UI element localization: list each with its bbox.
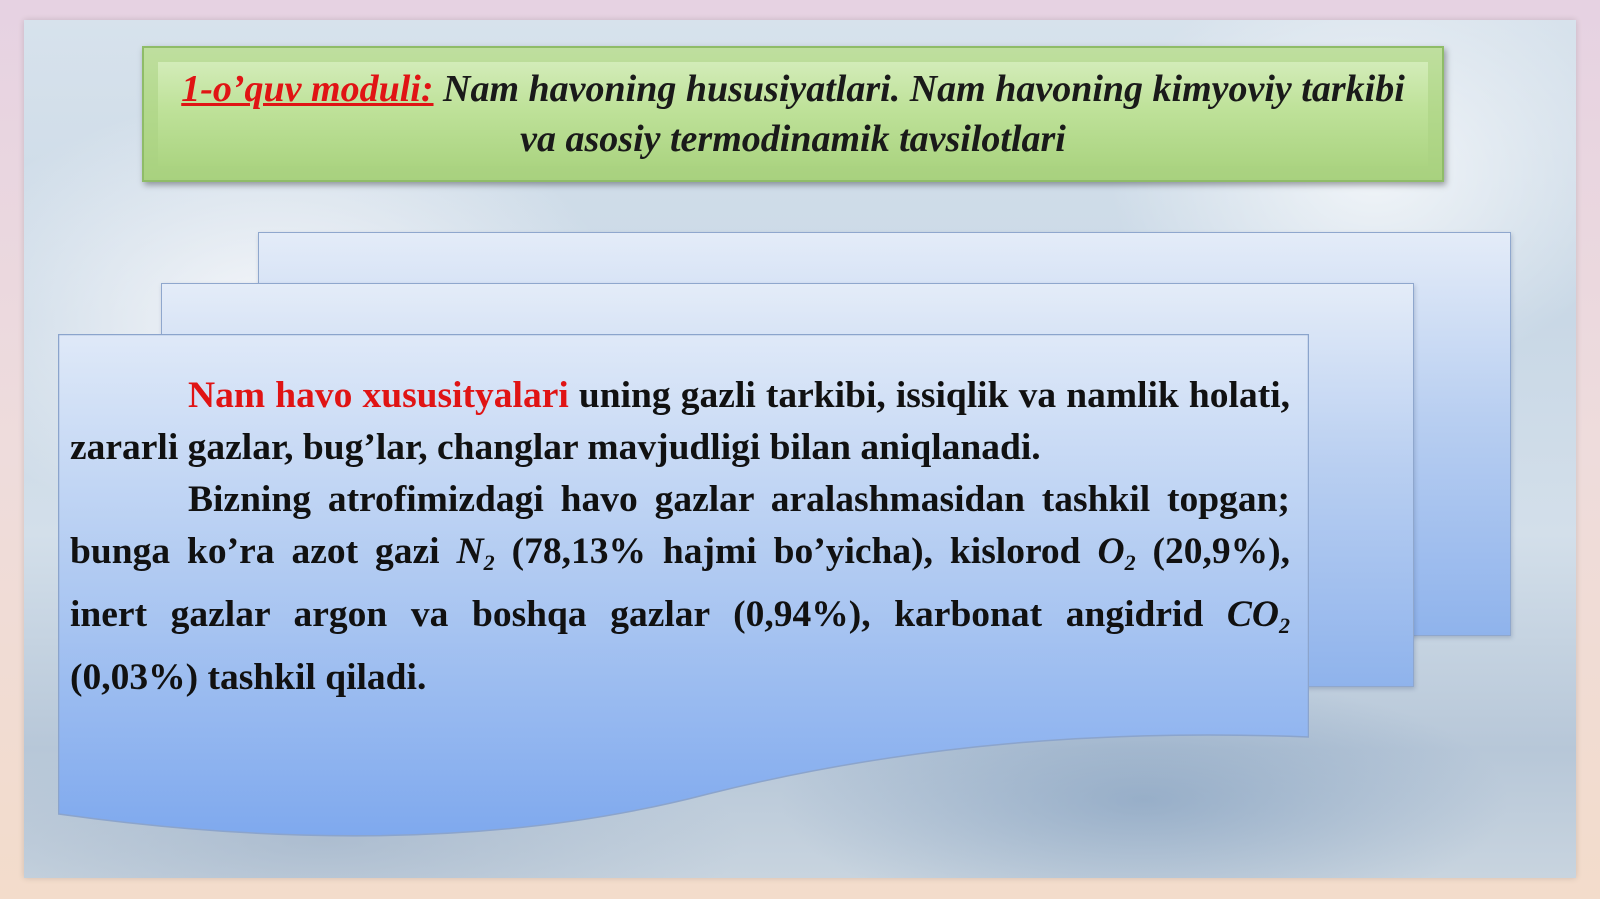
title-text: Nam havoning hususiyatlari. Nam havoning kimyoviy tarkibi va asosiy termodinamik tavsilotlari <box>433 68 1405 160</box>
formula-co2-symbol: CO <box>1226 594 1279 635</box>
slide <box>24 20 1576 878</box>
content-text <box>70 370 1290 704</box>
paragraph-1-text: uning gazli tarkibi, issiqlik va namlik holati, zararli gazlar, bug’lar, changlar mavjudligi bilan aniqlanadi. <box>70 375 1290 468</box>
content-card <box>58 334 1309 844</box>
formula-o2-symbol: O <box>1097 531 1125 572</box>
module-label: 1-o’quv moduli: <box>181 68 434 110</box>
formula-o2-subscript: 2 <box>1124 550 1136 575</box>
formula-n2 <box>456 531 495 575</box>
paragraph-2-text-b: (78,13% hajmi bo’yicha), kislorod <box>494 531 1098 572</box>
formula-o2 <box>1097 531 1136 575</box>
paragraph-2-text-a: Bizning atrofimizdagi havo gazlar aralashmasidan tashkil topgan; bunga ko’ra azot gazi <box>70 479 1290 572</box>
paragraph-2-text-c: (20,9%), inert gazlar argon va boshqa gazlar (0,94%), karbonat angidrid <box>70 531 1291 635</box>
paragraph-1 <box>70 370 1290 474</box>
formula-co2 <box>1226 594 1290 638</box>
formula-n2-subscript: 2 <box>483 550 495 575</box>
title-banner <box>142 46 1444 182</box>
formula-n2-symbol: N <box>456 531 484 572</box>
paragraph-2 <box>70 474 1290 704</box>
paragraph-2-text-d: (0,03%) tashkil qiladi. <box>70 657 427 698</box>
formula-co2-subscript: 2 <box>1279 613 1290 638</box>
highlight-term: Nam havo xususityalari <box>188 375 569 416</box>
slide-title <box>164 64 1422 164</box>
